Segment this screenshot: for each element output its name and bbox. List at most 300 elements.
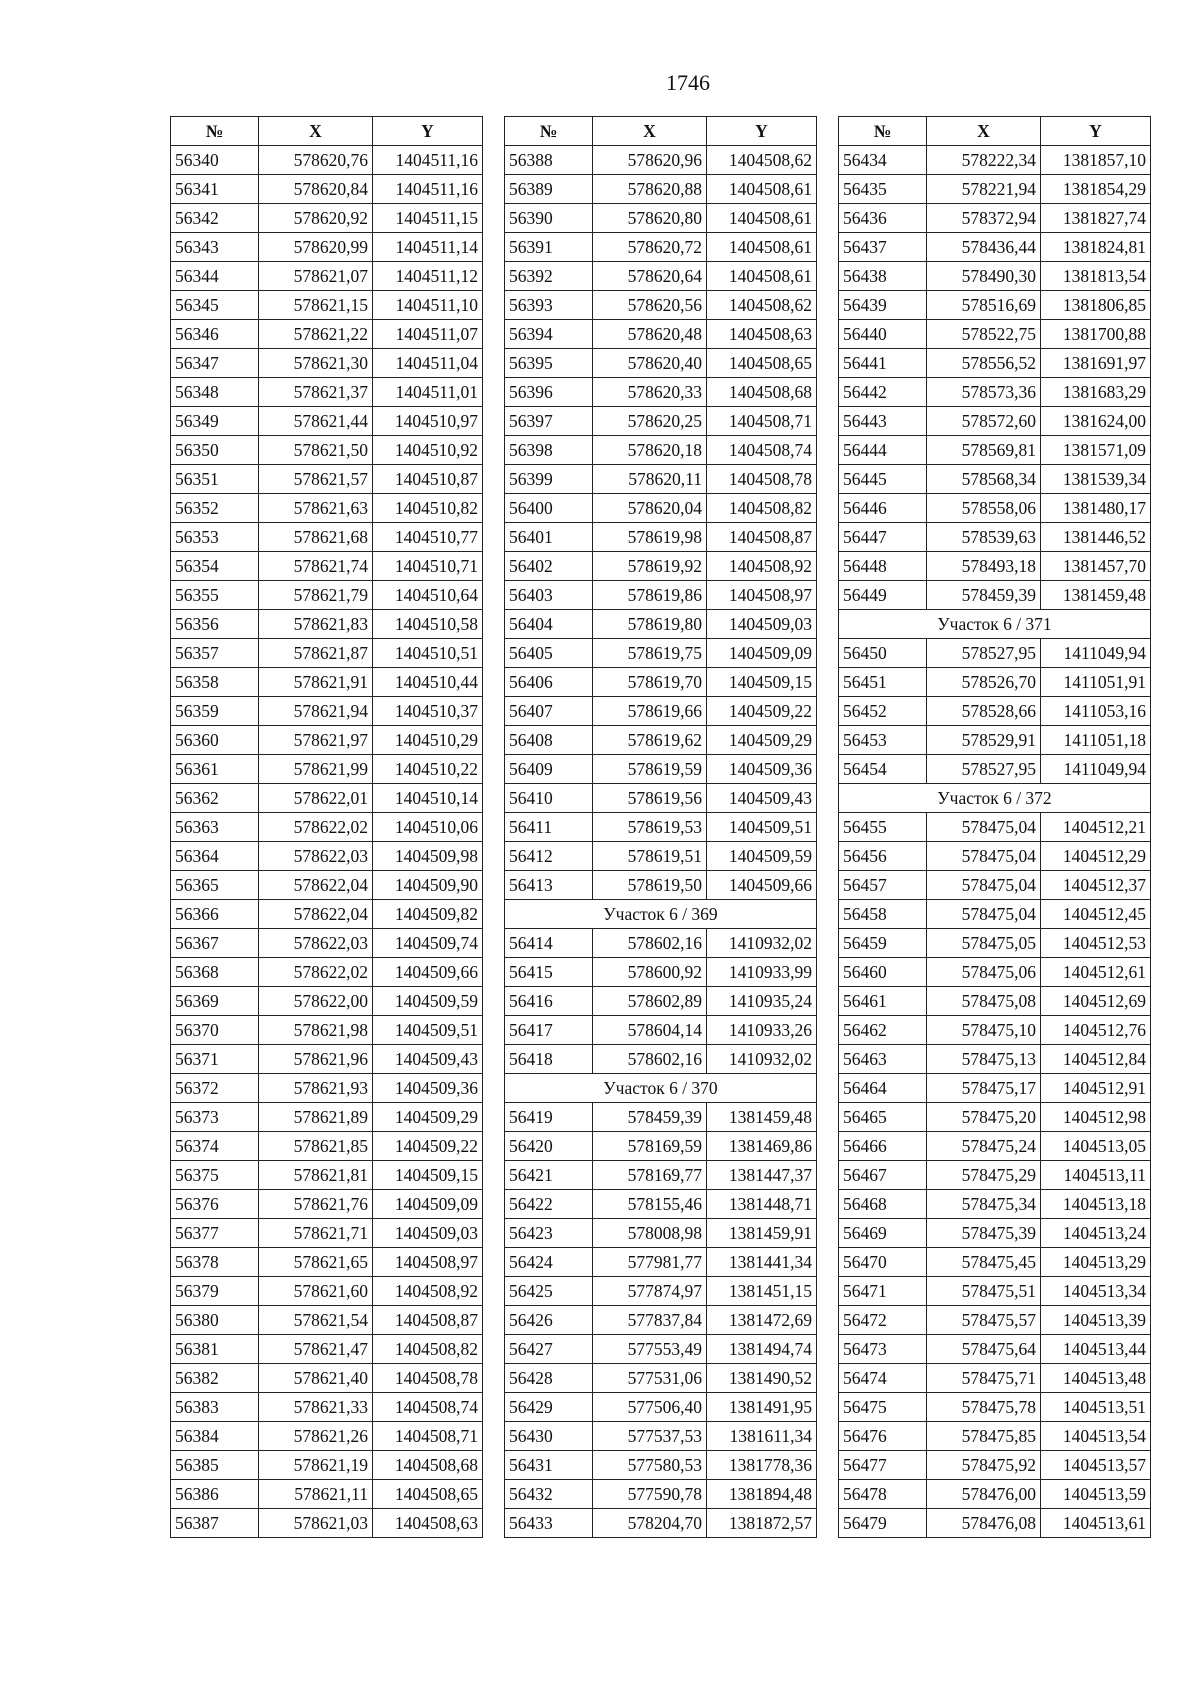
x-coordinate: 578475,64 (927, 1335, 1041, 1364)
point-number: 56415 (505, 958, 593, 987)
x-coordinate: 578372,94 (927, 204, 1041, 233)
table-row (505, 1422, 817, 1451)
x-coordinate: 578620,25 (593, 407, 707, 436)
point-number: 56444 (839, 436, 927, 465)
table-row (171, 291, 483, 320)
y-coordinate: 1404508,65 (373, 1480, 483, 1509)
x-coordinate: 578622,00 (259, 987, 373, 1016)
x-coordinate: 578621,44 (259, 407, 373, 436)
y-coordinate: 1404513,51 (1041, 1393, 1151, 1422)
point-number: 56448 (839, 552, 927, 581)
y-coordinate: 1404513,54 (1041, 1422, 1151, 1451)
section-title: Участок 6 / 371 (839, 610, 1151, 639)
y-coordinate: 1404508,78 (707, 465, 817, 494)
table-row (171, 262, 483, 291)
y-coordinate: 1381813,54 (1041, 262, 1151, 291)
x-coordinate: 578569,81 (927, 436, 1041, 465)
x-coordinate: 578475,92 (927, 1451, 1041, 1480)
table-row (839, 1190, 1151, 1219)
table-row (839, 813, 1151, 842)
y-coordinate: 1381447,37 (707, 1161, 817, 1190)
x-coordinate: 578622,04 (259, 871, 373, 900)
point-number: 56350 (171, 436, 259, 465)
y-coordinate: 1404511,16 (373, 146, 483, 175)
y-coordinate: 1404511,15 (373, 204, 483, 233)
y-coordinate: 1404512,45 (1041, 900, 1151, 929)
num-column-header: № (505, 117, 593, 146)
table-row (505, 958, 817, 987)
table-row (839, 494, 1151, 523)
y-coordinate: 1381490,52 (707, 1364, 817, 1393)
x-coordinate: 578556,52 (927, 349, 1041, 378)
table-row (171, 1277, 483, 1306)
x-coordinate: 578621,57 (259, 465, 373, 494)
point-number: 56426 (505, 1306, 593, 1335)
point-number: 56384 (171, 1422, 259, 1451)
x-coordinate: 578436,44 (927, 233, 1041, 262)
table-row (171, 1422, 483, 1451)
point-number: 56413 (505, 871, 593, 900)
point-number: 56465 (839, 1103, 927, 1132)
y-coordinate: 1404509,22 (707, 697, 817, 726)
point-number: 56368 (171, 958, 259, 987)
x-coordinate: 578620,40 (593, 349, 707, 378)
table-row (171, 1190, 483, 1219)
y-coordinate: 1404509,09 (707, 639, 817, 668)
point-number: 56366 (171, 900, 259, 929)
point-number: 56466 (839, 1132, 927, 1161)
y-coordinate: 1404510,51 (373, 639, 483, 668)
point-number: 56406 (505, 668, 593, 697)
y-coordinate: 1381457,70 (1041, 552, 1151, 581)
point-number: 56469 (839, 1219, 927, 1248)
y-coordinate: 1404510,58 (373, 610, 483, 639)
point-number: 56348 (171, 378, 259, 407)
x-coordinate: 578602,89 (593, 987, 707, 1016)
table-row (505, 552, 817, 581)
y-column-header: Y (373, 117, 483, 146)
x-coordinate: 578169,59 (593, 1132, 707, 1161)
table-row (171, 175, 483, 204)
table-row (505, 610, 817, 639)
x-coordinate: 578620,64 (593, 262, 707, 291)
x-coordinate: 578568,34 (927, 465, 1041, 494)
x-coordinate: 578621,96 (259, 1045, 373, 1074)
point-number: 56436 (839, 204, 927, 233)
x-coordinate: 578622,03 (259, 842, 373, 871)
point-number: 56374 (171, 1132, 259, 1161)
x-coordinate: 578621,07 (259, 262, 373, 291)
point-number: 56373 (171, 1103, 259, 1132)
y-coordinate: 1381872,57 (707, 1509, 817, 1538)
point-number: 56439 (839, 291, 927, 320)
point-number: 56362 (171, 784, 259, 813)
y-coordinate: 1404508,78 (373, 1364, 483, 1393)
point-number: 56442 (839, 378, 927, 407)
table-row (171, 204, 483, 233)
table-row (505, 494, 817, 523)
y-coordinate: 1404511,04 (373, 349, 483, 378)
point-number: 56443 (839, 407, 927, 436)
table-row (505, 1335, 817, 1364)
point-number: 56417 (505, 1016, 593, 1045)
x-coordinate: 578621,50 (259, 436, 373, 465)
table-row (171, 1219, 483, 1248)
y-column-header: Y (707, 117, 817, 146)
y-coordinate: 1404509,43 (707, 784, 817, 813)
x-coordinate: 578475,08 (927, 987, 1041, 1016)
point-number: 56434 (839, 146, 927, 175)
table-row (839, 407, 1151, 436)
x-coordinate: 578604,14 (593, 1016, 707, 1045)
y-coordinate: 1381691,97 (1041, 349, 1151, 378)
table-row (505, 175, 817, 204)
x-coordinate: 578475,04 (927, 900, 1041, 929)
table-row (505, 639, 817, 668)
table-row (839, 871, 1151, 900)
point-number: 56376 (171, 1190, 259, 1219)
x-coordinate: 578621,30 (259, 349, 373, 378)
point-number: 56410 (505, 784, 593, 813)
table-row (171, 871, 483, 900)
x-coordinate: 578619,92 (593, 552, 707, 581)
coordinate-table-2 (504, 116, 817, 1538)
y-coordinate: 1381448,71 (707, 1190, 817, 1219)
y-coordinate: 1404509,90 (373, 871, 483, 900)
table-row (171, 1045, 483, 1074)
y-coordinate: 1381857,10 (1041, 146, 1151, 175)
table-row (171, 755, 483, 784)
x-coordinate: 578620,18 (593, 436, 707, 465)
table-row (839, 1422, 1151, 1451)
y-coordinate: 1381446,52 (1041, 523, 1151, 552)
y-coordinate: 1404508,97 (373, 1248, 483, 1277)
x-coordinate: 578476,08 (927, 1509, 1041, 1538)
x-coordinate: 578620,84 (259, 175, 373, 204)
y-coordinate: 1404510,22 (373, 755, 483, 784)
y-coordinate: 1404508,63 (373, 1509, 483, 1538)
table-row (505, 726, 817, 755)
table-row (171, 1509, 483, 1538)
y-coordinate: 1404513,39 (1041, 1306, 1151, 1335)
y-coordinate: 1404512,84 (1041, 1045, 1151, 1074)
table-row (505, 668, 817, 697)
table-row (171, 436, 483, 465)
y-coordinate: 1381824,81 (1041, 233, 1151, 262)
x-coordinate: 578475,57 (927, 1306, 1041, 1335)
point-number: 56421 (505, 1161, 593, 1190)
x-coordinate: 578459,39 (593, 1103, 707, 1132)
y-coordinate: 1381451,15 (707, 1277, 817, 1306)
point-number: 56445 (839, 465, 927, 494)
y-coordinate: 1404509,36 (373, 1074, 483, 1103)
table-row (171, 1393, 483, 1422)
point-number: 56407 (505, 697, 593, 726)
table-row (839, 1480, 1151, 1509)
table-row (839, 1335, 1151, 1364)
point-number: 56375 (171, 1161, 259, 1190)
y-coordinate: 1404509,15 (373, 1161, 483, 1190)
x-coordinate: 578621,94 (259, 697, 373, 726)
table-row (171, 958, 483, 987)
x-coordinate: 578475,45 (927, 1248, 1041, 1277)
x-coordinate: 578475,05 (927, 929, 1041, 958)
coordinate-table-3 (838, 116, 1151, 1538)
point-number: 56346 (171, 320, 259, 349)
x-coordinate: 578621,19 (259, 1451, 373, 1480)
point-number: 56378 (171, 1248, 259, 1277)
x-coordinate: 578602,16 (593, 1045, 707, 1074)
y-coordinate: 1381469,86 (707, 1132, 817, 1161)
point-number: 56344 (171, 262, 259, 291)
x-coordinate: 578529,91 (927, 726, 1041, 755)
table-row (839, 349, 1151, 378)
y-coordinate: 1404513,61 (1041, 1509, 1151, 1538)
x-coordinate: 578475,29 (927, 1161, 1041, 1190)
x-coordinate: 578522,75 (927, 320, 1041, 349)
section-title: Участок 6 / 369 (505, 900, 817, 929)
y-coordinate: 1404508,92 (373, 1277, 483, 1306)
y-coordinate: 1404508,61 (707, 262, 817, 291)
y-coordinate: 1404510,29 (373, 726, 483, 755)
table-row (839, 146, 1151, 175)
table-row (505, 378, 817, 407)
y-coordinate: 1381778,36 (707, 1451, 817, 1480)
point-number: 56447 (839, 523, 927, 552)
y-coordinate: 1404508,97 (707, 581, 817, 610)
y-coordinate: 1381624,00 (1041, 407, 1151, 436)
x-coordinate: 578619,66 (593, 697, 707, 726)
x-coordinate: 578620,56 (593, 291, 707, 320)
point-number: 56449 (839, 581, 927, 610)
x-coordinate: 578475,06 (927, 958, 1041, 987)
point-number: 56429 (505, 1393, 593, 1422)
y-coordinate: 1381459,48 (707, 1103, 817, 1132)
y-coordinate: 1381539,34 (1041, 465, 1151, 494)
point-number: 56365 (171, 871, 259, 900)
table-row (171, 552, 483, 581)
x-coordinate: 578602,16 (593, 929, 707, 958)
x-coordinate: 578622,02 (259, 958, 373, 987)
table-row (171, 378, 483, 407)
y-coordinate: 1404510,14 (373, 784, 483, 813)
x-coordinate: 578621,81 (259, 1161, 373, 1190)
table-row (171, 1161, 483, 1190)
point-number: 56382 (171, 1364, 259, 1393)
table-row (171, 842, 483, 871)
table-row (505, 784, 817, 813)
y-coordinate: 1410933,99 (707, 958, 817, 987)
point-number: 56432 (505, 1480, 593, 1509)
point-number: 56416 (505, 987, 593, 1016)
table-row (505, 755, 817, 784)
point-number: 56356 (171, 610, 259, 639)
table-row (171, 929, 483, 958)
table-row (171, 697, 483, 726)
point-number: 56468 (839, 1190, 927, 1219)
x-coordinate: 578622,04 (259, 900, 373, 929)
table-row (839, 1219, 1151, 1248)
table-row (505, 1248, 817, 1277)
point-number: 56399 (505, 465, 593, 494)
table-row (505, 320, 817, 349)
table-row (839, 668, 1151, 697)
x-coordinate: 578204,70 (593, 1509, 707, 1538)
table-row (171, 1103, 483, 1132)
y-coordinate: 1404508,87 (707, 523, 817, 552)
x-coordinate: 578619,53 (593, 813, 707, 842)
x-coordinate: 578619,59 (593, 755, 707, 784)
y-coordinate: 1404512,21 (1041, 813, 1151, 842)
x-coordinate: 578621,37 (259, 378, 373, 407)
point-number: 56473 (839, 1335, 927, 1364)
x-coordinate: 577874,97 (593, 1277, 707, 1306)
table-row (839, 1364, 1151, 1393)
y-coordinate: 1404508,62 (707, 146, 817, 175)
y-coordinate: 1404511,12 (373, 262, 483, 291)
table-row (171, 465, 483, 494)
x-coordinate: 578475,13 (927, 1045, 1041, 1074)
y-coordinate: 1404509,22 (373, 1132, 483, 1161)
y-coordinate: 1404509,51 (707, 813, 817, 842)
y-coordinate: 1404509,09 (373, 1190, 483, 1219)
x-coordinate: 578475,78 (927, 1393, 1041, 1422)
table-row (839, 1306, 1151, 1335)
table-row (505, 987, 817, 1016)
point-number: 56385 (171, 1451, 259, 1480)
point-number: 56476 (839, 1422, 927, 1451)
point-number: 56386 (171, 1480, 259, 1509)
point-number: 56437 (839, 233, 927, 262)
table-row (505, 1451, 817, 1480)
y-coordinate: 1381827,74 (1041, 204, 1151, 233)
point-number: 56367 (171, 929, 259, 958)
y-coordinate: 1381494,74 (707, 1335, 817, 1364)
section-row (505, 900, 817, 929)
table-row (505, 1509, 817, 1538)
x-coordinate: 578526,70 (927, 668, 1041, 697)
table-row (505, 1364, 817, 1393)
x-coordinate: 577553,49 (593, 1335, 707, 1364)
y-coordinate: 1410932,02 (707, 1045, 817, 1074)
point-number: 56340 (171, 146, 259, 175)
y-coordinate: 1404513,18 (1041, 1190, 1151, 1219)
point-number: 56358 (171, 668, 259, 697)
x-coordinate: 578621,15 (259, 291, 373, 320)
x-coordinate: 578620,48 (593, 320, 707, 349)
table-row (839, 697, 1151, 726)
point-number: 56477 (839, 1451, 927, 1480)
x-coordinate: 578475,04 (927, 871, 1041, 900)
section-title: Участок 6 / 372 (839, 784, 1151, 813)
x-coordinate: 578621,79 (259, 581, 373, 610)
point-number: 56441 (839, 349, 927, 378)
table-row (171, 1451, 483, 1480)
point-number: 56403 (505, 581, 593, 610)
y-coordinate: 1404512,53 (1041, 929, 1151, 958)
point-number: 56363 (171, 813, 259, 842)
y-coordinate: 1404513,59 (1041, 1480, 1151, 1509)
table-row (171, 407, 483, 436)
table-row (505, 1161, 817, 1190)
point-number: 56453 (839, 726, 927, 755)
x-coordinate: 578620,33 (593, 378, 707, 407)
y-coordinate: 1404508,68 (373, 1451, 483, 1480)
x-coordinate: 578621,60 (259, 1277, 373, 1306)
x-coordinate: 577837,84 (593, 1306, 707, 1335)
x-coordinate: 578475,10 (927, 1016, 1041, 1045)
table-row (505, 697, 817, 726)
x-coordinate: 578621,26 (259, 1422, 373, 1451)
x-coordinate: 578622,03 (259, 929, 373, 958)
y-coordinate: 1404509,98 (373, 842, 483, 871)
table-row (171, 1306, 483, 1335)
x-coordinate: 578621,54 (259, 1306, 373, 1335)
table-row (505, 262, 817, 291)
y-coordinate: 1381472,69 (707, 1306, 817, 1335)
table-row (839, 1393, 1151, 1422)
x-coordinate: 577531,06 (593, 1364, 707, 1393)
point-number: 56419 (505, 1103, 593, 1132)
y-coordinate: 1410933,26 (707, 1016, 817, 1045)
y-coordinate: 1404512,69 (1041, 987, 1151, 1016)
y-coordinate: 1404512,61 (1041, 958, 1151, 987)
table-row (505, 1393, 817, 1422)
point-number: 56427 (505, 1335, 593, 1364)
table-row (839, 1103, 1151, 1132)
table-row (505, 581, 817, 610)
point-number: 56395 (505, 349, 593, 378)
point-number: 56347 (171, 349, 259, 378)
x-coordinate: 577981,77 (593, 1248, 707, 1277)
table-row (839, 929, 1151, 958)
table-row (839, 1277, 1151, 1306)
y-coordinate: 1404510,82 (373, 494, 483, 523)
x-coordinate: 578169,77 (593, 1161, 707, 1190)
point-number: 56467 (839, 1161, 927, 1190)
table-row (839, 465, 1151, 494)
table-row (839, 291, 1151, 320)
x-coordinate: 578619,80 (593, 610, 707, 639)
num-column-header: № (839, 117, 927, 146)
point-number: 56355 (171, 581, 259, 610)
y-coordinate: 1404513,05 (1041, 1132, 1151, 1161)
point-number: 56393 (505, 291, 593, 320)
point-number: 56414 (505, 929, 593, 958)
x-coordinate: 578621,63 (259, 494, 373, 523)
point-number: 56392 (505, 262, 593, 291)
point-number: 56397 (505, 407, 593, 436)
table-row (505, 204, 817, 233)
point-number: 56361 (171, 755, 259, 784)
table-row (505, 1480, 817, 1509)
point-number: 56408 (505, 726, 593, 755)
y-coordinate: 1404512,98 (1041, 1103, 1151, 1132)
table-row (839, 233, 1151, 262)
x-coordinate: 578475,24 (927, 1132, 1041, 1161)
y-coordinate: 1404510,06 (373, 813, 483, 842)
table-row (505, 1132, 817, 1161)
y-coordinate: 1381459,48 (1041, 581, 1151, 610)
y-coordinate: 1404512,76 (1041, 1016, 1151, 1045)
y-coordinate: 1411049,94 (1041, 755, 1151, 784)
y-coordinate: 1404508,82 (707, 494, 817, 523)
table-row (505, 1016, 817, 1045)
y-coordinate: 1404509,59 (373, 987, 483, 1016)
table-row (505, 523, 817, 552)
x-coordinate: 578475,17 (927, 1074, 1041, 1103)
y-coordinate: 1404509,66 (373, 958, 483, 987)
